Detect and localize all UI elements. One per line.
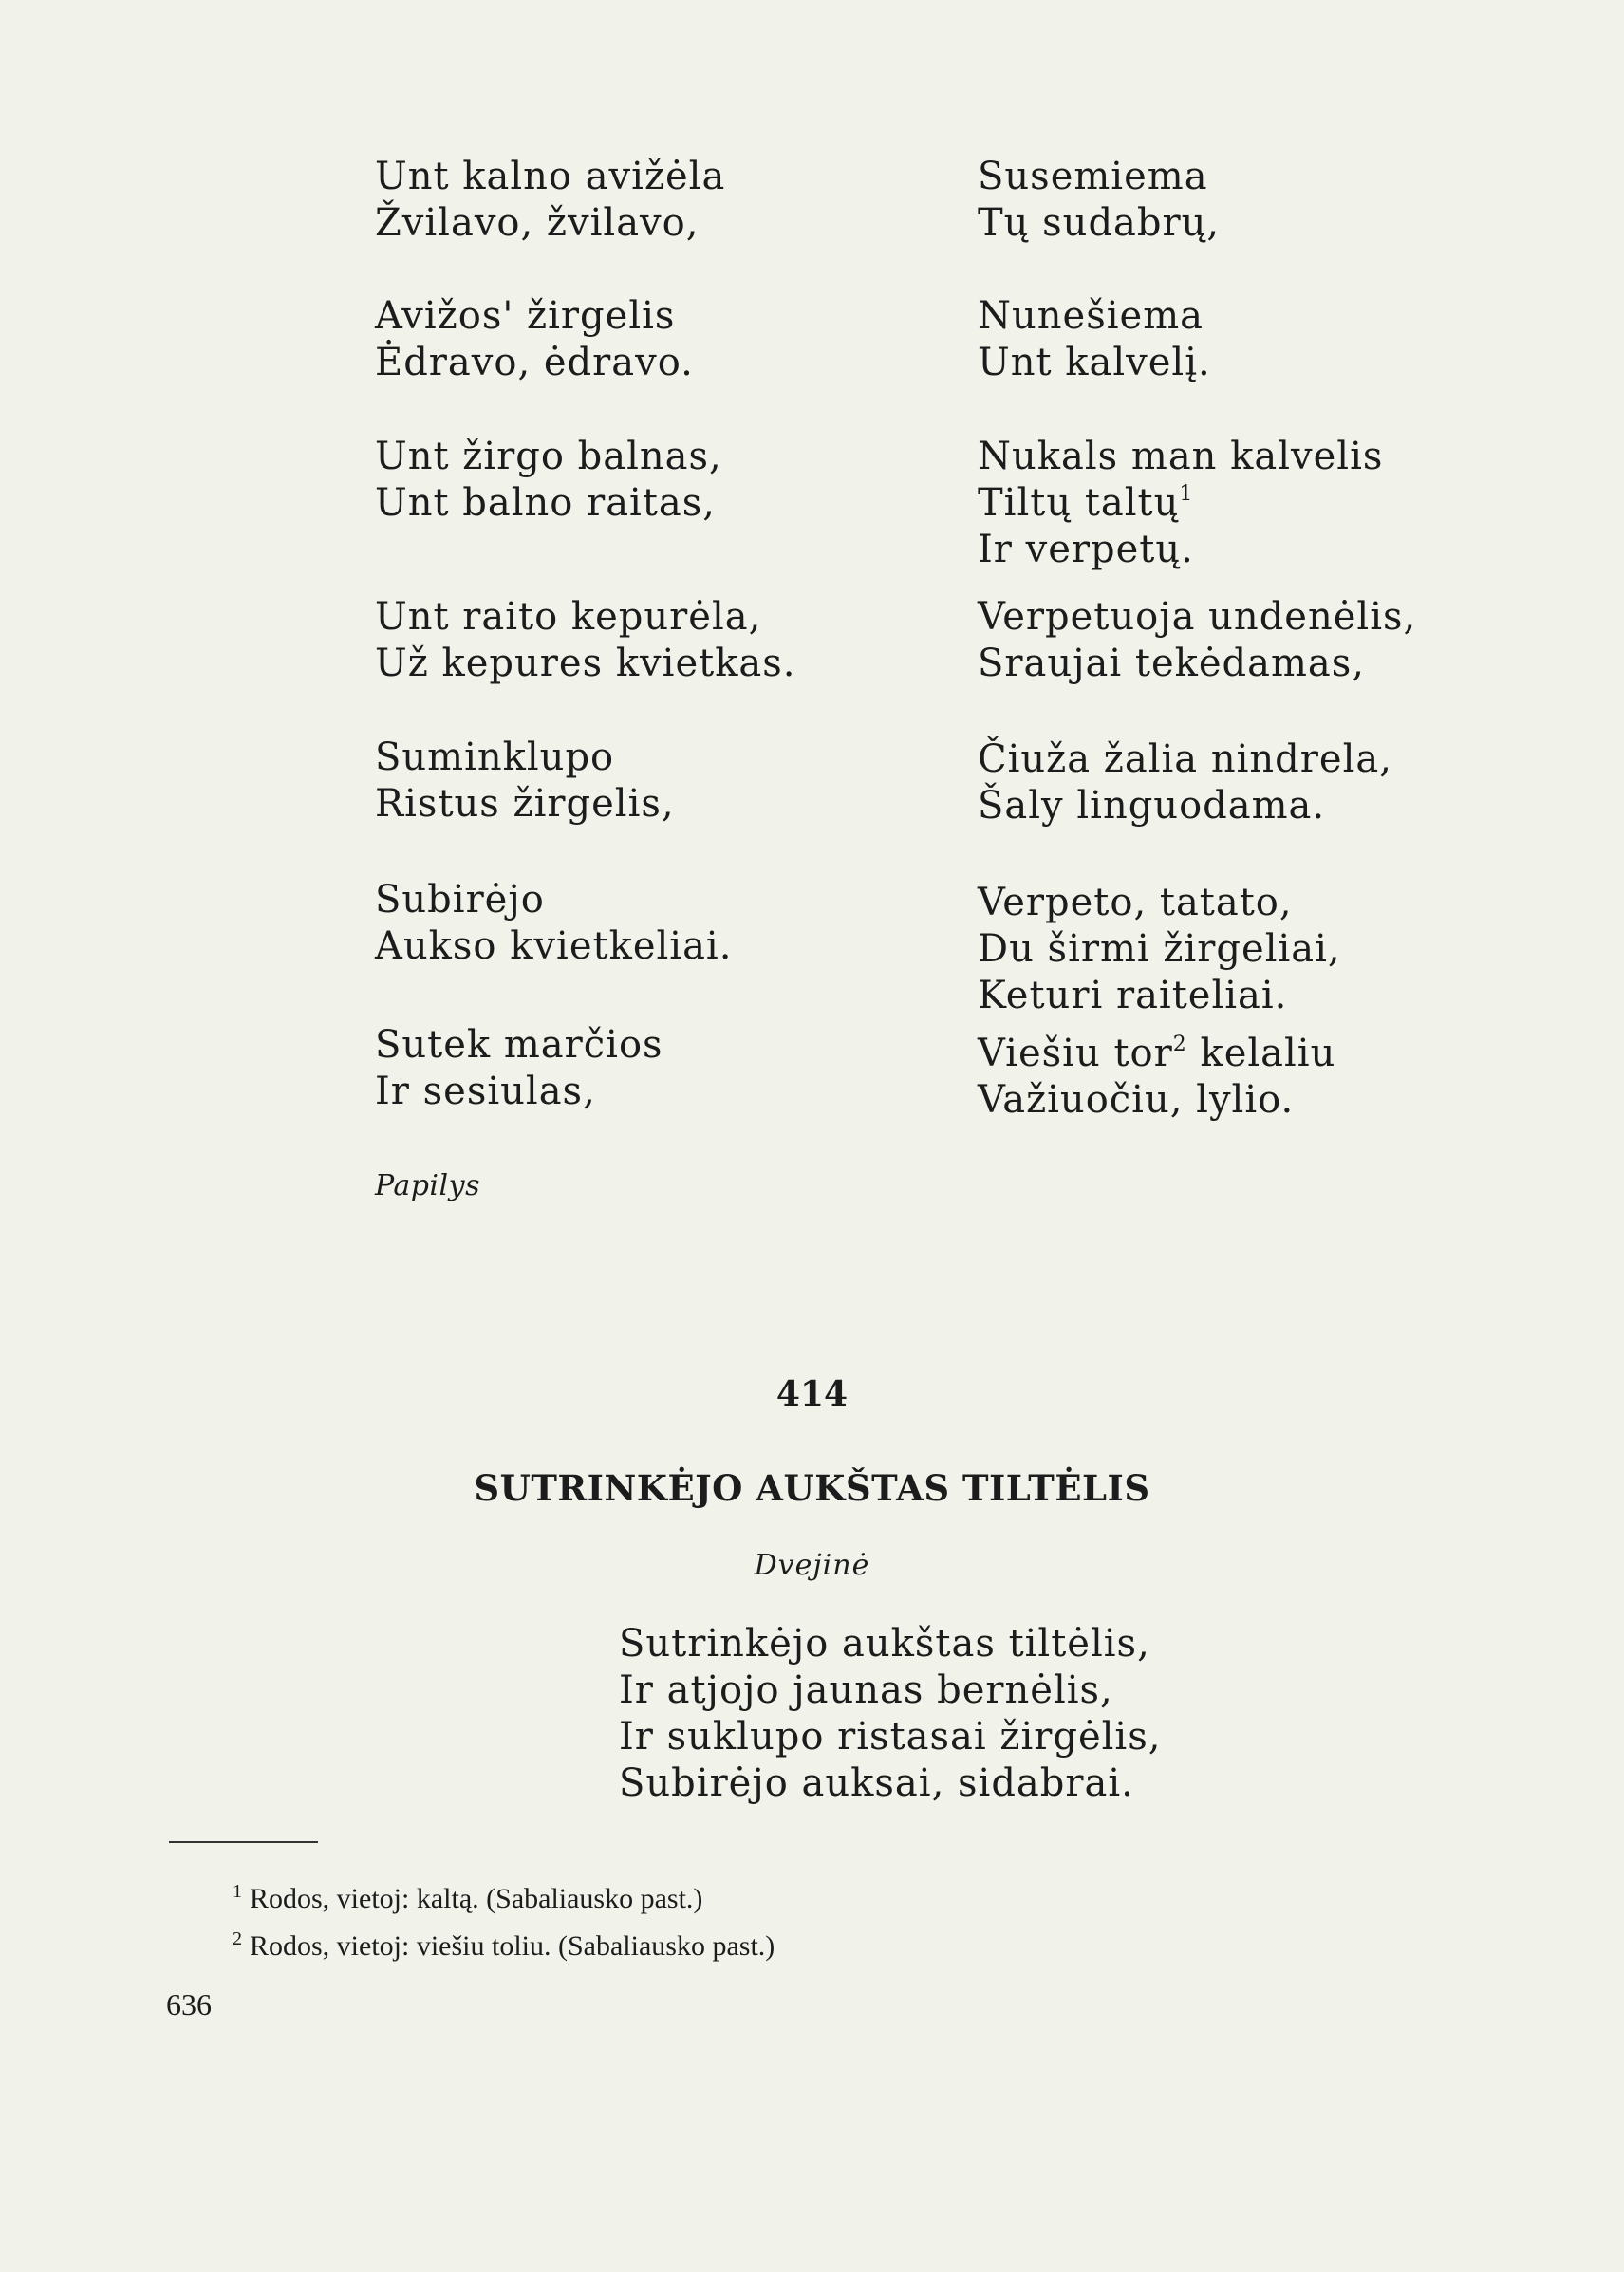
- verse-line: Ėdravo, ėdravo.: [375, 341, 694, 384]
- verse-line: Avižos' žirgelis: [375, 294, 676, 338]
- poem-right-column: [978, 154, 1547, 1124]
- verse-line: Unt kalvelį.: [978, 341, 1211, 384]
- verse-line: Sutrinkėjo aukštas tiltėlis,: [619, 1622, 1150, 1666]
- verse-line: Ir atjojo jaunas bernėlis,: [619, 1668, 1113, 1712]
- stanza: [375, 735, 906, 828]
- verse-line: Nunešiema: [978, 294, 1204, 338]
- stanza: [978, 154, 1547, 247]
- poem-left-column: [375, 154, 906, 1115]
- verse-line: Susemiema: [978, 155, 1208, 198]
- verse-text: Viešiu tor: [978, 1032, 1173, 1075]
- verse-line: [978, 1031, 1547, 1077]
- verse-line: Keturi raiteliai.: [978, 974, 1288, 1017]
- verse-line: Šaly linguodama.: [978, 784, 1326, 828]
- stanza: [375, 434, 906, 527]
- verse-line: [978, 480, 1547, 527]
- verse-line: Unt balno raitas,: [375, 481, 716, 525]
- song-verse: [619, 1621, 1161, 1807]
- stanza: [375, 154, 906, 247]
- stanza: [978, 736, 1547, 829]
- footnote-text: Rodos, vietoj: kaltą. (Sabaliausko past.): [250, 1883, 703, 1914]
- footnote-reference: 1: [1179, 481, 1194, 506]
- song-subtitle: Dvejinė: [754, 1549, 870, 1582]
- place-of-recording: Papilys: [375, 1169, 480, 1202]
- footnote-mark: 2: [233, 1928, 242, 1949]
- stanza: [375, 877, 906, 970]
- page-number: 636: [166, 1987, 212, 2021]
- verse-line: Unt kalno avižėla: [375, 155, 726, 198]
- verse-line: Subirėjo: [375, 878, 545, 922]
- verse-line: Ir sesiulas,: [375, 1070, 596, 1113]
- verse-line: Verpetuoja undenėlis,: [978, 595, 1417, 639]
- verse-text: Tiltų taltų: [978, 481, 1180, 525]
- footnote-divider: [169, 1841, 318, 1843]
- verse-line: Verpeto, tatato,: [978, 881, 1293, 924]
- verse-line: Ir suklupo ristasai žirgėlis,: [619, 1715, 1162, 1759]
- verse-line: Suminklupo: [375, 736, 615, 779]
- stanza: [978, 434, 1547, 573]
- footnote-mark: 1: [233, 1881, 242, 1902]
- stanza: [978, 880, 1547, 1019]
- verse-line: Sraujai tekėdamas,: [978, 642, 1366, 685]
- verse-line: Du širmi žirgeliai,: [978, 927, 1341, 971]
- verse-line: Nukals man kalvelis: [978, 435, 1384, 478]
- song-title: SUTRINKĖJO AUKŠTAS TILTĖLIS: [474, 1467, 1150, 1509]
- stanza: [978, 293, 1547, 386]
- verse-line: Už kepures kvietkas.: [375, 642, 796, 685]
- verse-line: Unt žirgo balnas,: [375, 435, 722, 478]
- verse-line: Ristus žirgelis,: [375, 782, 675, 826]
- verse-text: kelaliu: [1186, 1032, 1336, 1075]
- verse-line: Važiuočiu, lylio.: [978, 1078, 1295, 1122]
- stanza: [978, 594, 1547, 687]
- footnote: [233, 1919, 775, 1966]
- footnotes: [233, 1872, 775, 1966]
- song-number: 414: [775, 1374, 849, 1414]
- verse-line: Sutek marčios: [375, 1023, 663, 1067]
- verse-line: Ir verpetų.: [978, 528, 1194, 571]
- verse-line: Unt raito kepurėla,: [375, 595, 762, 639]
- verse-line: Čiuža žalia nindrela,: [978, 737, 1392, 781]
- footnote-text: Rodos, vietoj: viešiu toliu. (Sabaliausko past.): [250, 1930, 775, 1962]
- verse-line: Tų sudabrų,: [978, 201, 1221, 245]
- verse-line: Subirėjo auksai, sidabrai.: [619, 1761, 1134, 1805]
- stanza: [375, 1022, 906, 1115]
- footnote-reference: 2: [1172, 1032, 1187, 1056]
- stanza: [375, 594, 906, 687]
- stanza: [375, 293, 906, 386]
- footnote: [233, 1872, 775, 1919]
- stanza: [978, 1031, 1547, 1124]
- verse-line: Aukso kvietkeliai.: [375, 924, 733, 968]
- verse-line: Žvilavo, žvilavo,: [375, 201, 700, 245]
